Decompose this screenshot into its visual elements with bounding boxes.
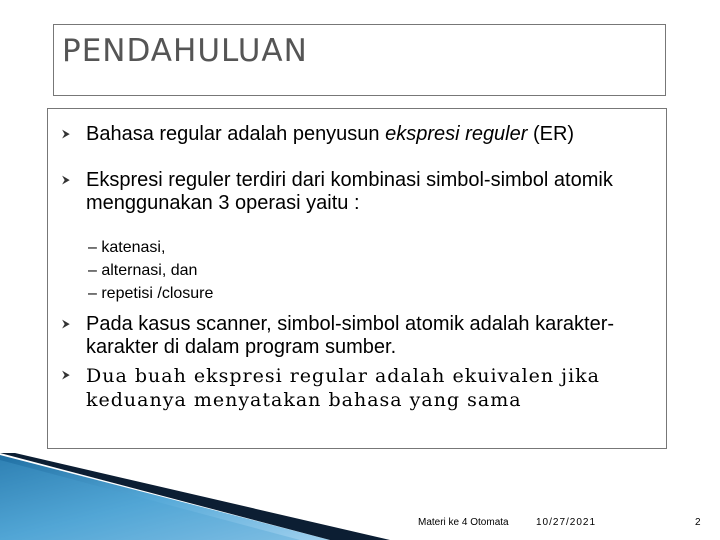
footer-course: Materi ke 4 Otomata	[418, 517, 509, 528]
sub-item-katenasi: – katenasi,	[88, 239, 166, 256]
sub-item-alternasi: – alternasi, dan	[88, 262, 198, 279]
content-box	[47, 108, 667, 449]
bullet-item	[62, 313, 652, 359]
page-title: PENDAHULUAN	[62, 33, 308, 69]
bullet-text: Pada kasus scanner, simbol-simbol atomik adalah karakter-karakter di dalam program sumber.	[86, 313, 615, 358]
arrow-bullet-icon: ⮞	[62, 128, 70, 140]
sub-list	[88, 236, 213, 305]
bullet-text: Dua buah ekspresi regular adalah ekuivalen jika keduanya menyatakan bahasa yang sama	[86, 365, 600, 411]
bullet-text: Bahasa regular adalah penyusun ekspresi reguler (ER)	[86, 123, 575, 145]
sub-item-repetisi: – repetisi /closure	[88, 285, 214, 302]
title-box	[53, 24, 666, 96]
bullet-item	[62, 169, 652, 215]
bullet-text: Ekspresi reguler terdiri dari kombinasi simbol-simbol atomik menggunakan 3 operasi yaitu :	[86, 169, 613, 214]
bullet-item	[62, 364, 652, 412]
footer-page-number: 2	[695, 517, 701, 528]
arrow-bullet-icon: ⮞	[62, 368, 71, 381]
arrow-bullet-icon: ⮞	[62, 318, 70, 330]
footer-date: 10/27/2021	[536, 517, 597, 528]
bullet-item	[62, 123, 652, 146]
arrow-bullet-icon: ⮞	[62, 174, 70, 186]
